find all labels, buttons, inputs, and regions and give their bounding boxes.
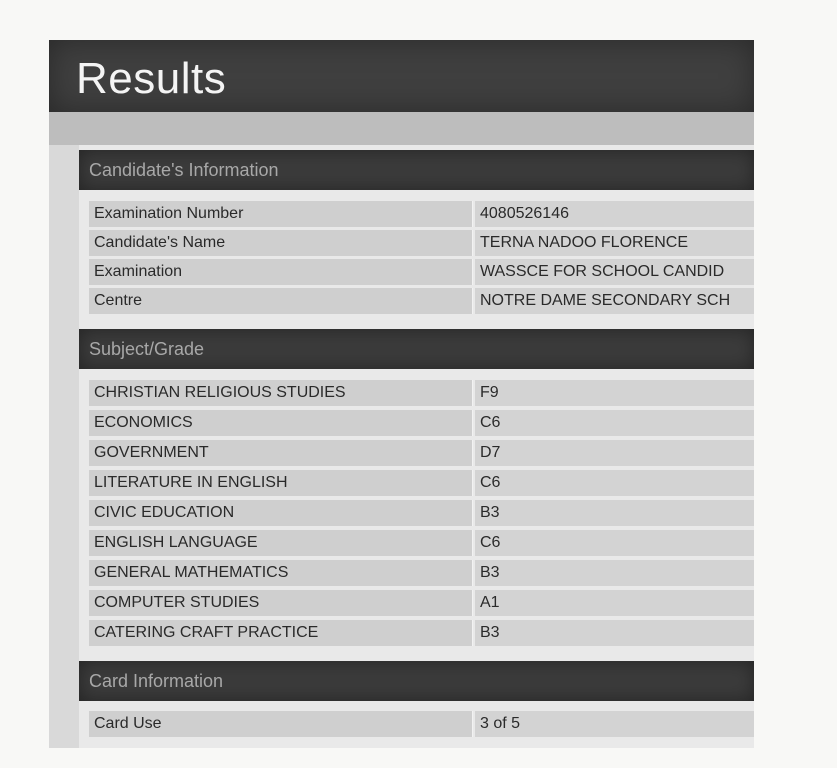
candidate-info-header xyxy=(79,150,754,190)
grade-value: C6 xyxy=(480,414,501,431)
candidate-value-cell xyxy=(475,259,754,285)
grade-value: A1 xyxy=(480,594,500,611)
subject-name: GENERAL MATHEMATICS xyxy=(94,564,289,581)
grade-value: B3 xyxy=(480,564,500,581)
grade-value: C6 xyxy=(480,474,501,491)
page-title: Results xyxy=(76,54,227,103)
subject-cell xyxy=(89,440,473,466)
subject-row xyxy=(89,469,754,497)
card-row-use xyxy=(89,710,754,738)
grade-cell xyxy=(475,440,754,466)
subject-name: CIVIC EDUCATION xyxy=(94,504,235,521)
subject-cell xyxy=(89,410,473,436)
grade-value: C6 xyxy=(480,534,501,551)
subject-name: ENGLISH LANGUAGE xyxy=(94,534,258,551)
subject-cell xyxy=(89,560,473,586)
card-value-cell xyxy=(475,711,754,737)
grade-value: B3 xyxy=(480,504,500,521)
candidate-row-exam-number xyxy=(89,200,754,228)
subject-name: GOVERNMENT xyxy=(94,444,209,461)
candidate-label-cell xyxy=(89,230,473,256)
subject-cell xyxy=(89,500,473,526)
candidate-value-cell xyxy=(475,288,754,314)
grade-cell xyxy=(475,470,754,496)
candidate-label: Examination Number xyxy=(94,205,244,222)
candidate-row-examination xyxy=(89,258,754,286)
candidate-value: NOTRE DAME SECONDARY SCH xyxy=(480,292,731,309)
subject-row xyxy=(89,529,754,557)
subject-name: COMPUTER STUDIES xyxy=(94,594,260,611)
title-bar xyxy=(49,40,754,112)
candidate-label: Candidate's Name xyxy=(94,234,226,251)
grade-cell xyxy=(475,560,754,586)
candidate-label-cell xyxy=(89,259,473,285)
subject-row xyxy=(89,439,754,467)
candidate-label-cell xyxy=(89,288,473,314)
subject-row xyxy=(89,559,754,587)
grade-cell xyxy=(475,530,754,556)
candidate-label: Centre xyxy=(94,292,143,309)
candidate-info-title: Candidate's Information xyxy=(89,160,279,180)
results-content xyxy=(79,145,754,748)
card-info-title: Card Information xyxy=(89,671,224,691)
subject-row xyxy=(89,499,754,527)
title-sub-strip xyxy=(49,112,754,145)
candidate-value: TERNA NADOO FLORENCE xyxy=(480,234,689,251)
subject-grade-header xyxy=(79,329,754,369)
subject-name: LITERATURE IN ENGLISH xyxy=(94,474,288,491)
subject-row xyxy=(89,619,754,647)
subject-cell xyxy=(89,620,473,646)
candidate-row-name xyxy=(89,229,754,257)
subject-name: CHRISTIAN RELIGIOUS STUDIES xyxy=(94,384,346,401)
candidate-value-cell xyxy=(475,201,754,227)
grade-value: F9 xyxy=(480,384,499,401)
grade-cell xyxy=(475,410,754,436)
subject-cell xyxy=(89,470,473,496)
card-label-cell xyxy=(89,711,473,737)
subject-row xyxy=(89,409,754,437)
card-value: 3 of 5 xyxy=(480,715,521,732)
candidate-label-cell xyxy=(89,201,473,227)
grade-value: B3 xyxy=(480,624,500,641)
card-info-header xyxy=(79,661,754,701)
subject-grade-title: Subject/Grade xyxy=(89,339,205,359)
candidate-value: 4080526146 xyxy=(480,205,569,222)
grade-cell xyxy=(475,590,754,616)
subject-row xyxy=(89,589,754,617)
candidate-value-cell xyxy=(475,230,754,256)
grade-value: D7 xyxy=(480,444,501,461)
subject-name: ECONOMICS xyxy=(94,414,193,431)
candidate-value: WASSCE FOR SCHOOL CANDID xyxy=(480,263,725,280)
results-sheet xyxy=(49,40,754,748)
card-label: Card Use xyxy=(94,715,162,732)
subject-row xyxy=(89,379,754,407)
candidate-row-centre xyxy=(89,287,754,315)
subject-cell xyxy=(89,590,473,616)
candidate-label: Examination xyxy=(94,263,183,280)
grade-cell xyxy=(475,620,754,646)
grade-cell xyxy=(475,500,754,526)
subject-cell xyxy=(89,380,473,406)
grade-cell xyxy=(475,380,754,406)
subject-cell xyxy=(89,530,473,556)
subject-name: CATERING CRAFT PRACTICE xyxy=(94,624,319,641)
